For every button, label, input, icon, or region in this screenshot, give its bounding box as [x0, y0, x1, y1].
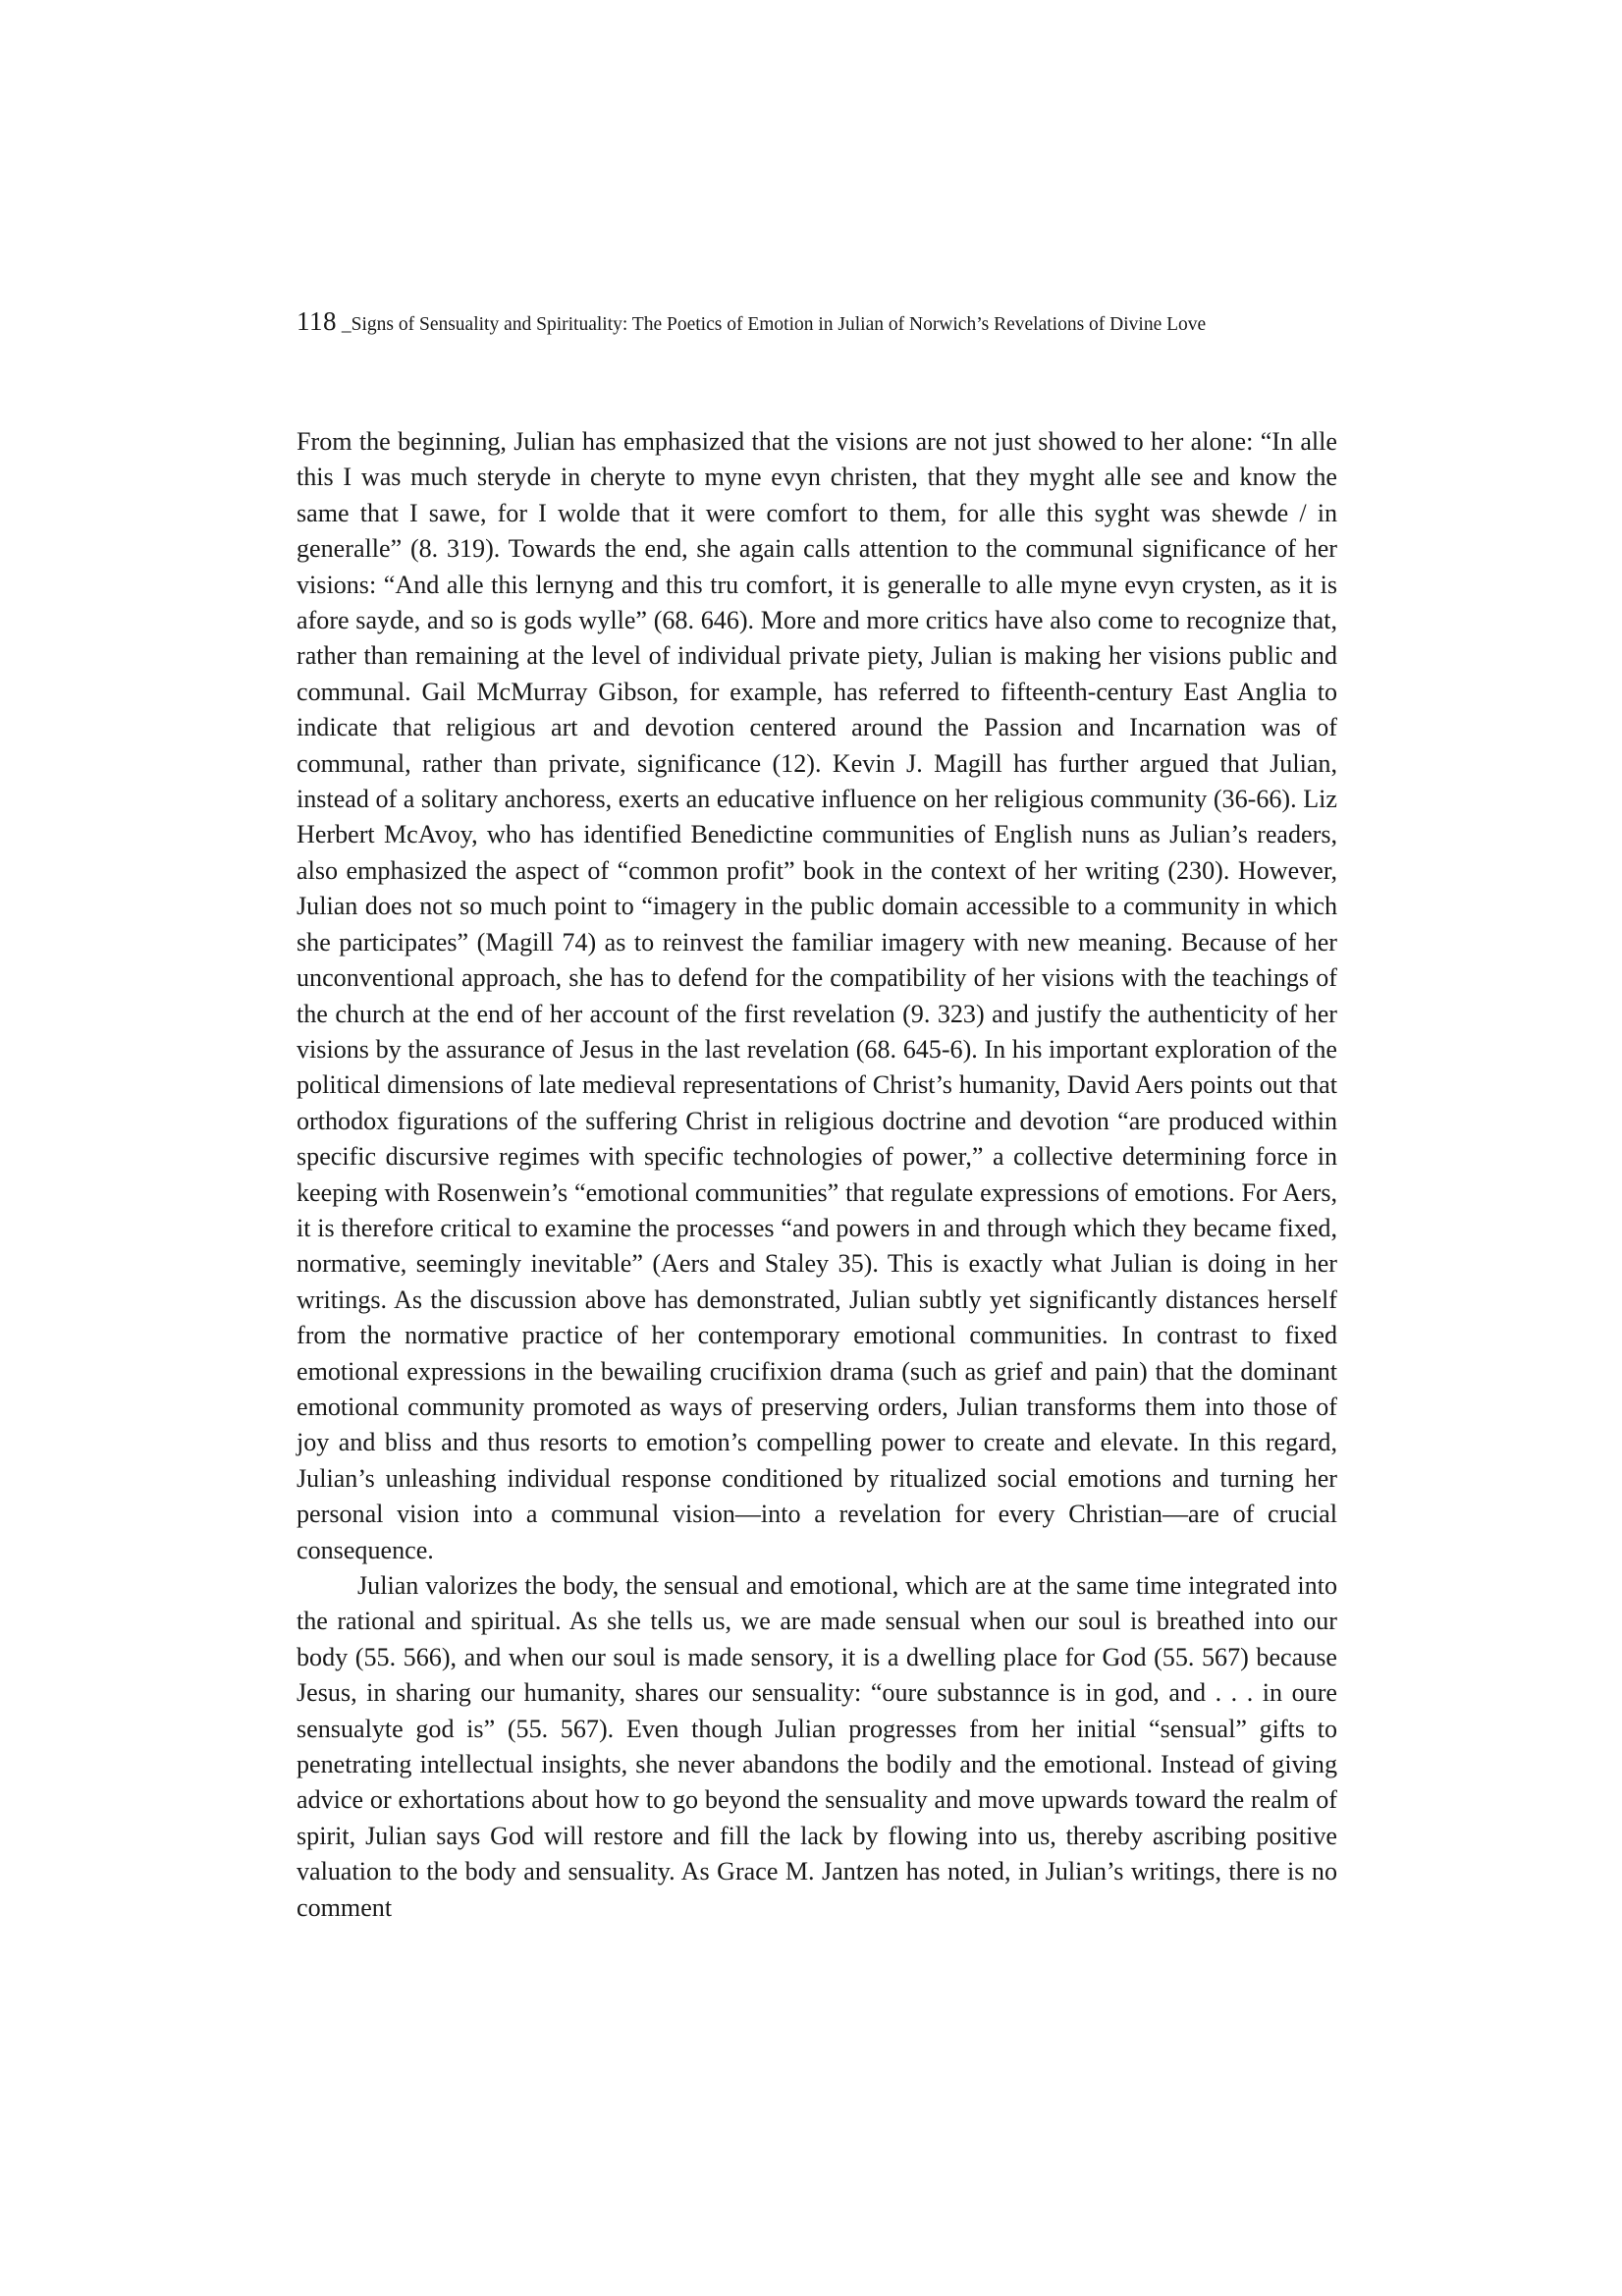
- running-title: Signs of Sensuality and Spirituality: The Poetics of Emotion in Julian of Norwich’s Revelations of Divine Love: [351, 314, 1207, 335]
- running-header: [297, 306, 1206, 337]
- body-text: [297, 424, 1337, 1926]
- paragraph-2: Julian valorizes the body, the sensual and emotional, which are at the same time integrated into the rational and spiritual. As she tells us, we are made sensual when our soul is breathed into our body (55. 566), and when our soul is made sensory, it is a dwelling place for God (55. 567) because Jesus, in sharing our humanity, shares our sensuality: “oure substannce is in god, and . . . in oure sensualyte god is” (55. 567). Even though Julian progresses from her initial “sensual” gifts to penetrating intellectual insights, she never abandons the bodily and the emotional. Instead of giving advice or exhortations about how to go beyond the sensuality and move upwards toward the realm of spirit, Julian says God will restore and fill the lack by flowing into us, thereby ascribing positive valuation to the body and sensuality. As Grace M. Jantzen has noted, in Julian’s writings, there is no comment: [297, 1571, 1337, 1922]
- header-separator: _: [337, 314, 351, 335]
- page-number: 118: [297, 306, 337, 336]
- paragraph-1: From the beginning, Julian has emphasized that the visions are not just showed to her alone: “In alle this I was much steryde in cheryte to myne evyn christen, that they myght alle see and know the same that I sawe, for I wolde that it were comfort to them, for alle this syght was shewde / in generalle” (8. 319). Towards the end, she again calls attention to the communal significance of her visions: “And alle this lernyng and this tru comfort, it is generalle to alle myne evyn crysten, as it is afore sayde, and so is gods wylle” (68. 646). More and more critics have also come to recognize that, rather than remaining at the level of individual private piety, Julian is making her visions public and communal. Gail McMurray Gibson, for example, has referred to fifteenth-century East Anglia to indicate that religious art and devotion centered around the Passion and Incarnation was of communal, rather than private, significance (12). Kevin J. Magill has further argued that Julian, instead of a solitary anchoress, exerts an educative influence on her religious community (36-66). Liz Herbert McAvoy, who has identified Benedictine communities of English nuns as Julian’s readers, also emphasized the aspect of “common profit” book in the context of her writing (230). However, Julian does not so much point to “imagery in the public domain accessible to a community in which she participates” (Magill 74) as to reinvest the familiar imagery with new meaning. Because of her unconventional approach, she has to defend for the compatibility of her visions with the teachings of the church at the end of her account of the first revelation (9. 323) and justify the authenticity of her visions by the assurance of Jesus in the last revelation (68. 645-6). In his important exploration of the political dimensions of late medieval representations of Christ’s humanity, David Aers points out that orthodox figurations of the suffering Christ in religious doctrine and devotion “are produced within specific discursive regimes with specific technologies of power,” a collective determining force in keeping with Rosenwein’s “emotional communities” that regulate expressions of emotions. For Aers, it is therefore critical to examine the processes “and powers in and through which they became fixed, normative, seemingly inevitable” (Aers and Staley 35). This is exactly what Julian is doing in her writings. As the discussion above has demonstrated, Julian subtly yet significantly distances herself from the normative practice of her contemporary emotional communities. In contrast to fixed emotional expressions in the bewailing crucifixion drama (such as grief and pain) that the dominant emotional community promoted as ways of preserving orders, Julian transforms them into those of joy and bliss and thus resorts to emotion’s compelling power to create and elevate. In this regard, Julian’s unleashing individual response conditioned by ritualized social emotions and turning her personal vision into a communal vision—into a revelation for every Christian—are of crucial consequence.: [297, 427, 1337, 1564]
